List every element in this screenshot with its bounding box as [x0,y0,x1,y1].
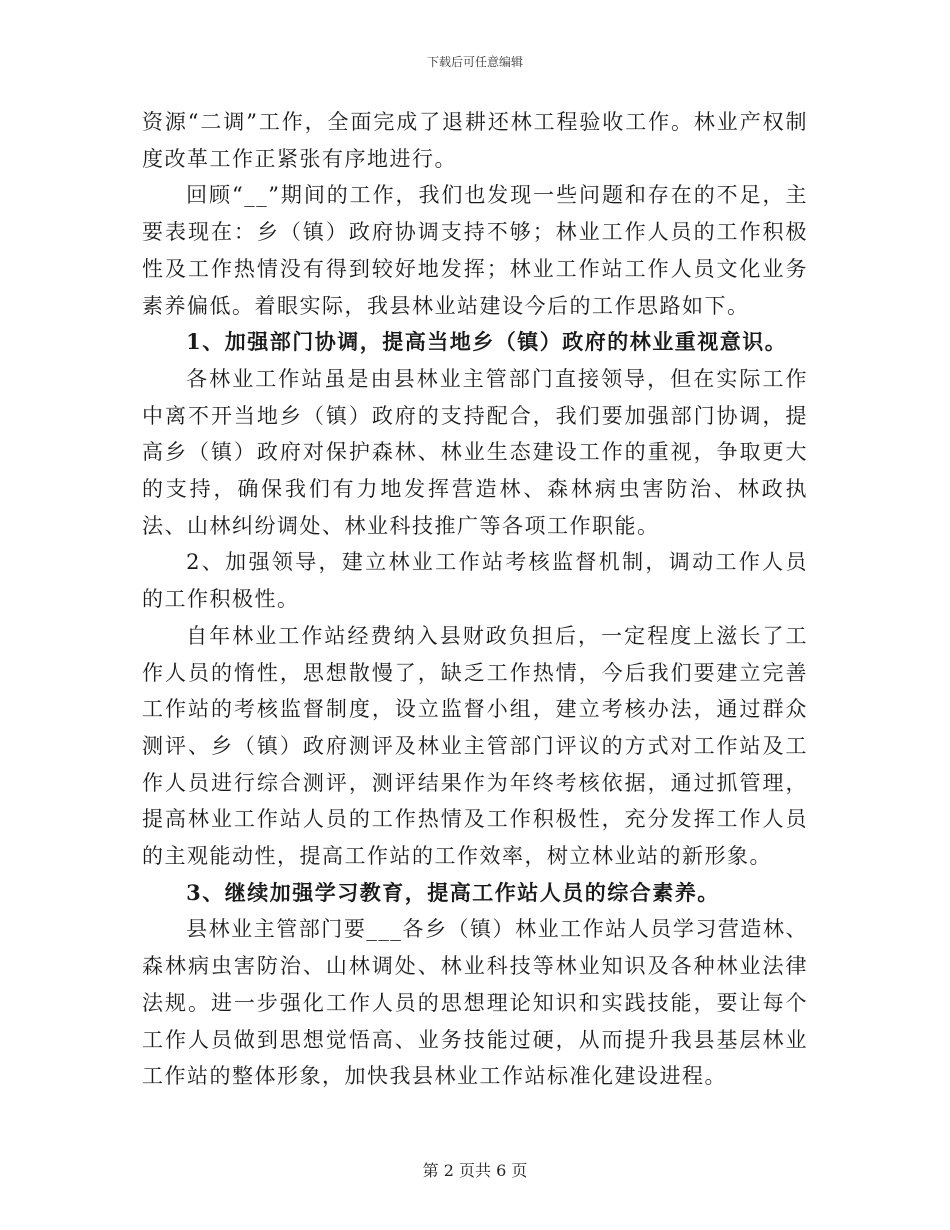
document-body [142,104,808,1095]
section-heading-3: 3、继续加强学习教育，提高工作站人员的综合素养。 [186,879,720,905]
paragraph-section-2: 自年林业工作站经费纳入县财政负担后，一定程度上滋长了工作人员的惰性，思想散慢了，缺乏工作热情，今后我们要建立完善工作站的考核监督制度，设立监督小组，建立考核办法，通过群众测评、乡（镇）政府测评及林业主管部门评议的方式对工作站及工作人员进行综合测评，测评结果作为年终考核依据，通过抓管理，提高林业工作站人员的工作热情及工作积极性，充分发挥工作人员的主观能动性，提高工作站的工作效率，树立林业站的新形象。 [142,623,808,869]
page-header: 下载后可任意编辑 [426,55,523,69]
paragraph-review: 回顾“__”期间的工作，我们也发现一些问题和存在的不足，主要表现在：乡（镇）政府协调支持不够；林业工作人员的工作积极性及工作热情没有得到较好地发挥；林业工作站工作人员文化业务素养偏低。着眼实际，我县林业站建设今后的工作思路如下。 [142,183,808,318]
paragraph-continuation: 资源“二调”工作，全面完成了退耕还林工程验收工作。林业产权制度改革工作正紧张有序地进行。 [142,110,808,171]
page-number-footer: 第 2 页共 6 页 [422,1161,528,1180]
section-heading-2: 2、加强领导，建立林业工作站考核监督机制，调动工作人员的工作积极性。 [142,550,808,612]
paragraph-section-1: 各林业工作站虽是由县林业主管部门直接领导，但在实际工作中离不开当地乡（镇）政府的支持配合，我们要加强部门协调，提高乡（镇）政府对保护森林、林业生态建设工作的重视，争取更大的支持，确保我们有力地发挥营造林、森林病虫害防治、林政执法、山林纠纷调处、林业科技推广等各项工作职能。 [142,366,808,538]
section-heading-1: 1、加强部门协调，提高当地乡（镇）政府的林业重视意识。 [186,329,788,355]
paragraph-section-3: 县林业主管部门要___各乡（镇）林业工作站人员学习营造林、森林病虫害防治、山林调处、林业科技等林业知识及各种林业法律法规。进一步强化工作人员的思想理论知识和实践技能，要让每个工作人员做到思想觉悟高、业务技能过硬，从而提升我县基层林业工作站的整体形象，加快我县林业工作站标准化建设进程。 [142,917,808,1089]
